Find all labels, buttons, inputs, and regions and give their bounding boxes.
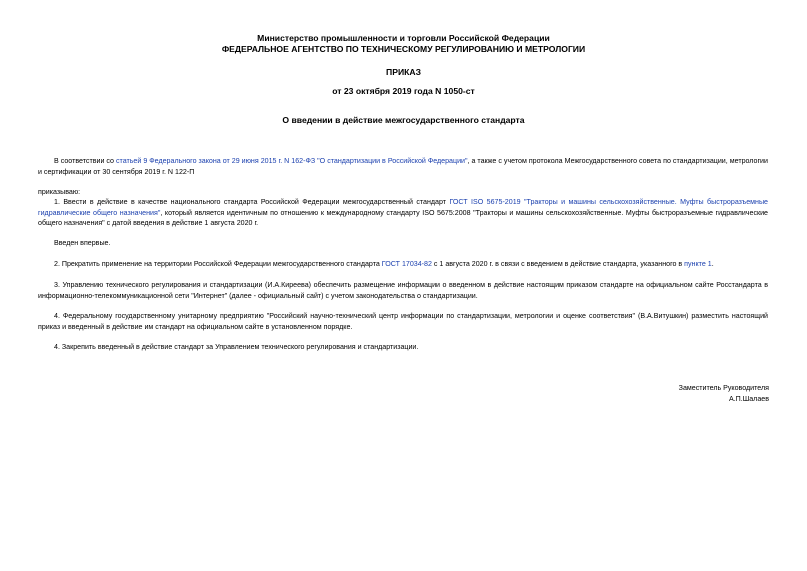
item-5-paragraph (38, 342, 768, 353)
item-1-text-end: , который является идентичным по отношению к международному стандарту ISO 5675:2008 "Тракторы и машины сельскохозяйственные. Муфты быстроразъемные гидравлические общего назначения" с датой введения в действие 1 августа 2020 г. (38, 208, 768, 227)
item-4-text: 4. Федеральному государственному унитарному предприятию "Российский научно-технический центр информации по стандартизации, метрологии и оценке соответствия" (В.А.Витушкин) разместить настоящий приказ и введенный в действие им стандарт на официальном сайте в установленном порядке. (38, 312, 768, 331)
preamble-text-start: В соответствии со (54, 157, 116, 165)
item-5-text: 4. Закрепить введенный в действие стандарт за Управлением технического регулирования и стандартизации. (54, 343, 419, 351)
item-1-reference-link[interactable]: пункте 1 (684, 260, 712, 268)
item-2-text-mid: с 1 августа 2020 г. в связи с введением в действие стандарта, указанного в (431, 260, 685, 268)
document-type: ПРИКАЗ (386, 67, 421, 77)
preamble-text-end: , а также с учетом протокола Межгосударственного совета по стандартизации, метрологии и сертификации от 30 сентября 2019 г. N 122-П (38, 157, 768, 176)
document-date-number: от 23 октября 2019 года N 1050-ст (332, 86, 475, 96)
first-time-text: Введен впервые. (54, 239, 111, 247)
item-2-paragraph (38, 259, 768, 270)
gost-17034-link[interactable]: ГОСТ 17034-82 (381, 260, 432, 268)
item-3-text: 3. Управлению технического регулирования и стандартизации (И.А.Киреева) обеспечить размещение информации о введенном в действие настоящим приказом стандарте на официальном сайте Росстандарта в информационно-телекоммуникационной сети "Интернет" (далее - официальный сайт) с учетом законодательства о стандартизации. (38, 281, 768, 300)
ministry-name: Министерство промышленности и торговли Российской Федерации (257, 33, 550, 43)
item-1-paragraph (38, 197, 768, 229)
preamble-paragraph (38, 156, 768, 177)
document-subject: О введении в действие межгосударственного стандарта (282, 115, 525, 125)
signatory-name: А.П.Шалаев (728, 395, 769, 403)
item-2-text-end: . (711, 260, 714, 268)
first-time-note (38, 238, 768, 249)
item-3-paragraph (38, 280, 768, 301)
gost-iso-5675-link[interactable]: ГОСТ ISO 5675-2019 "Тракторы и машины сельскохозяйственные. Муфты быстроразъемные гидравлические общего назначения" (38, 198, 768, 217)
federal-law-link[interactable]: статьей 9 Федерального закона от 29 июня 2015 г. N 162-ФЗ "О стандартизации в Российской Федерации" (115, 157, 468, 165)
order-word: приказываю: (38, 188, 81, 196)
item-2-text-start: 2. Прекратить применение на территории Российской Федерации межгосударственного стандарта (54, 260, 382, 268)
agency-name: ФЕДЕРАЛЬНОЕ АГЕНТСТВО ПО ТЕХНИЧЕСКОМУ РЕГУЛИРОВАНИЮ И МЕТРОЛОГИИ (221, 44, 586, 54)
signatory-position: Заместитель Руководителя (678, 384, 769, 392)
item-1-text-start: 1. Ввести в действие в качестве национального стандарта Российской Федерации межгосударственный стандарт (54, 198, 450, 206)
item-4-paragraph (38, 311, 768, 332)
